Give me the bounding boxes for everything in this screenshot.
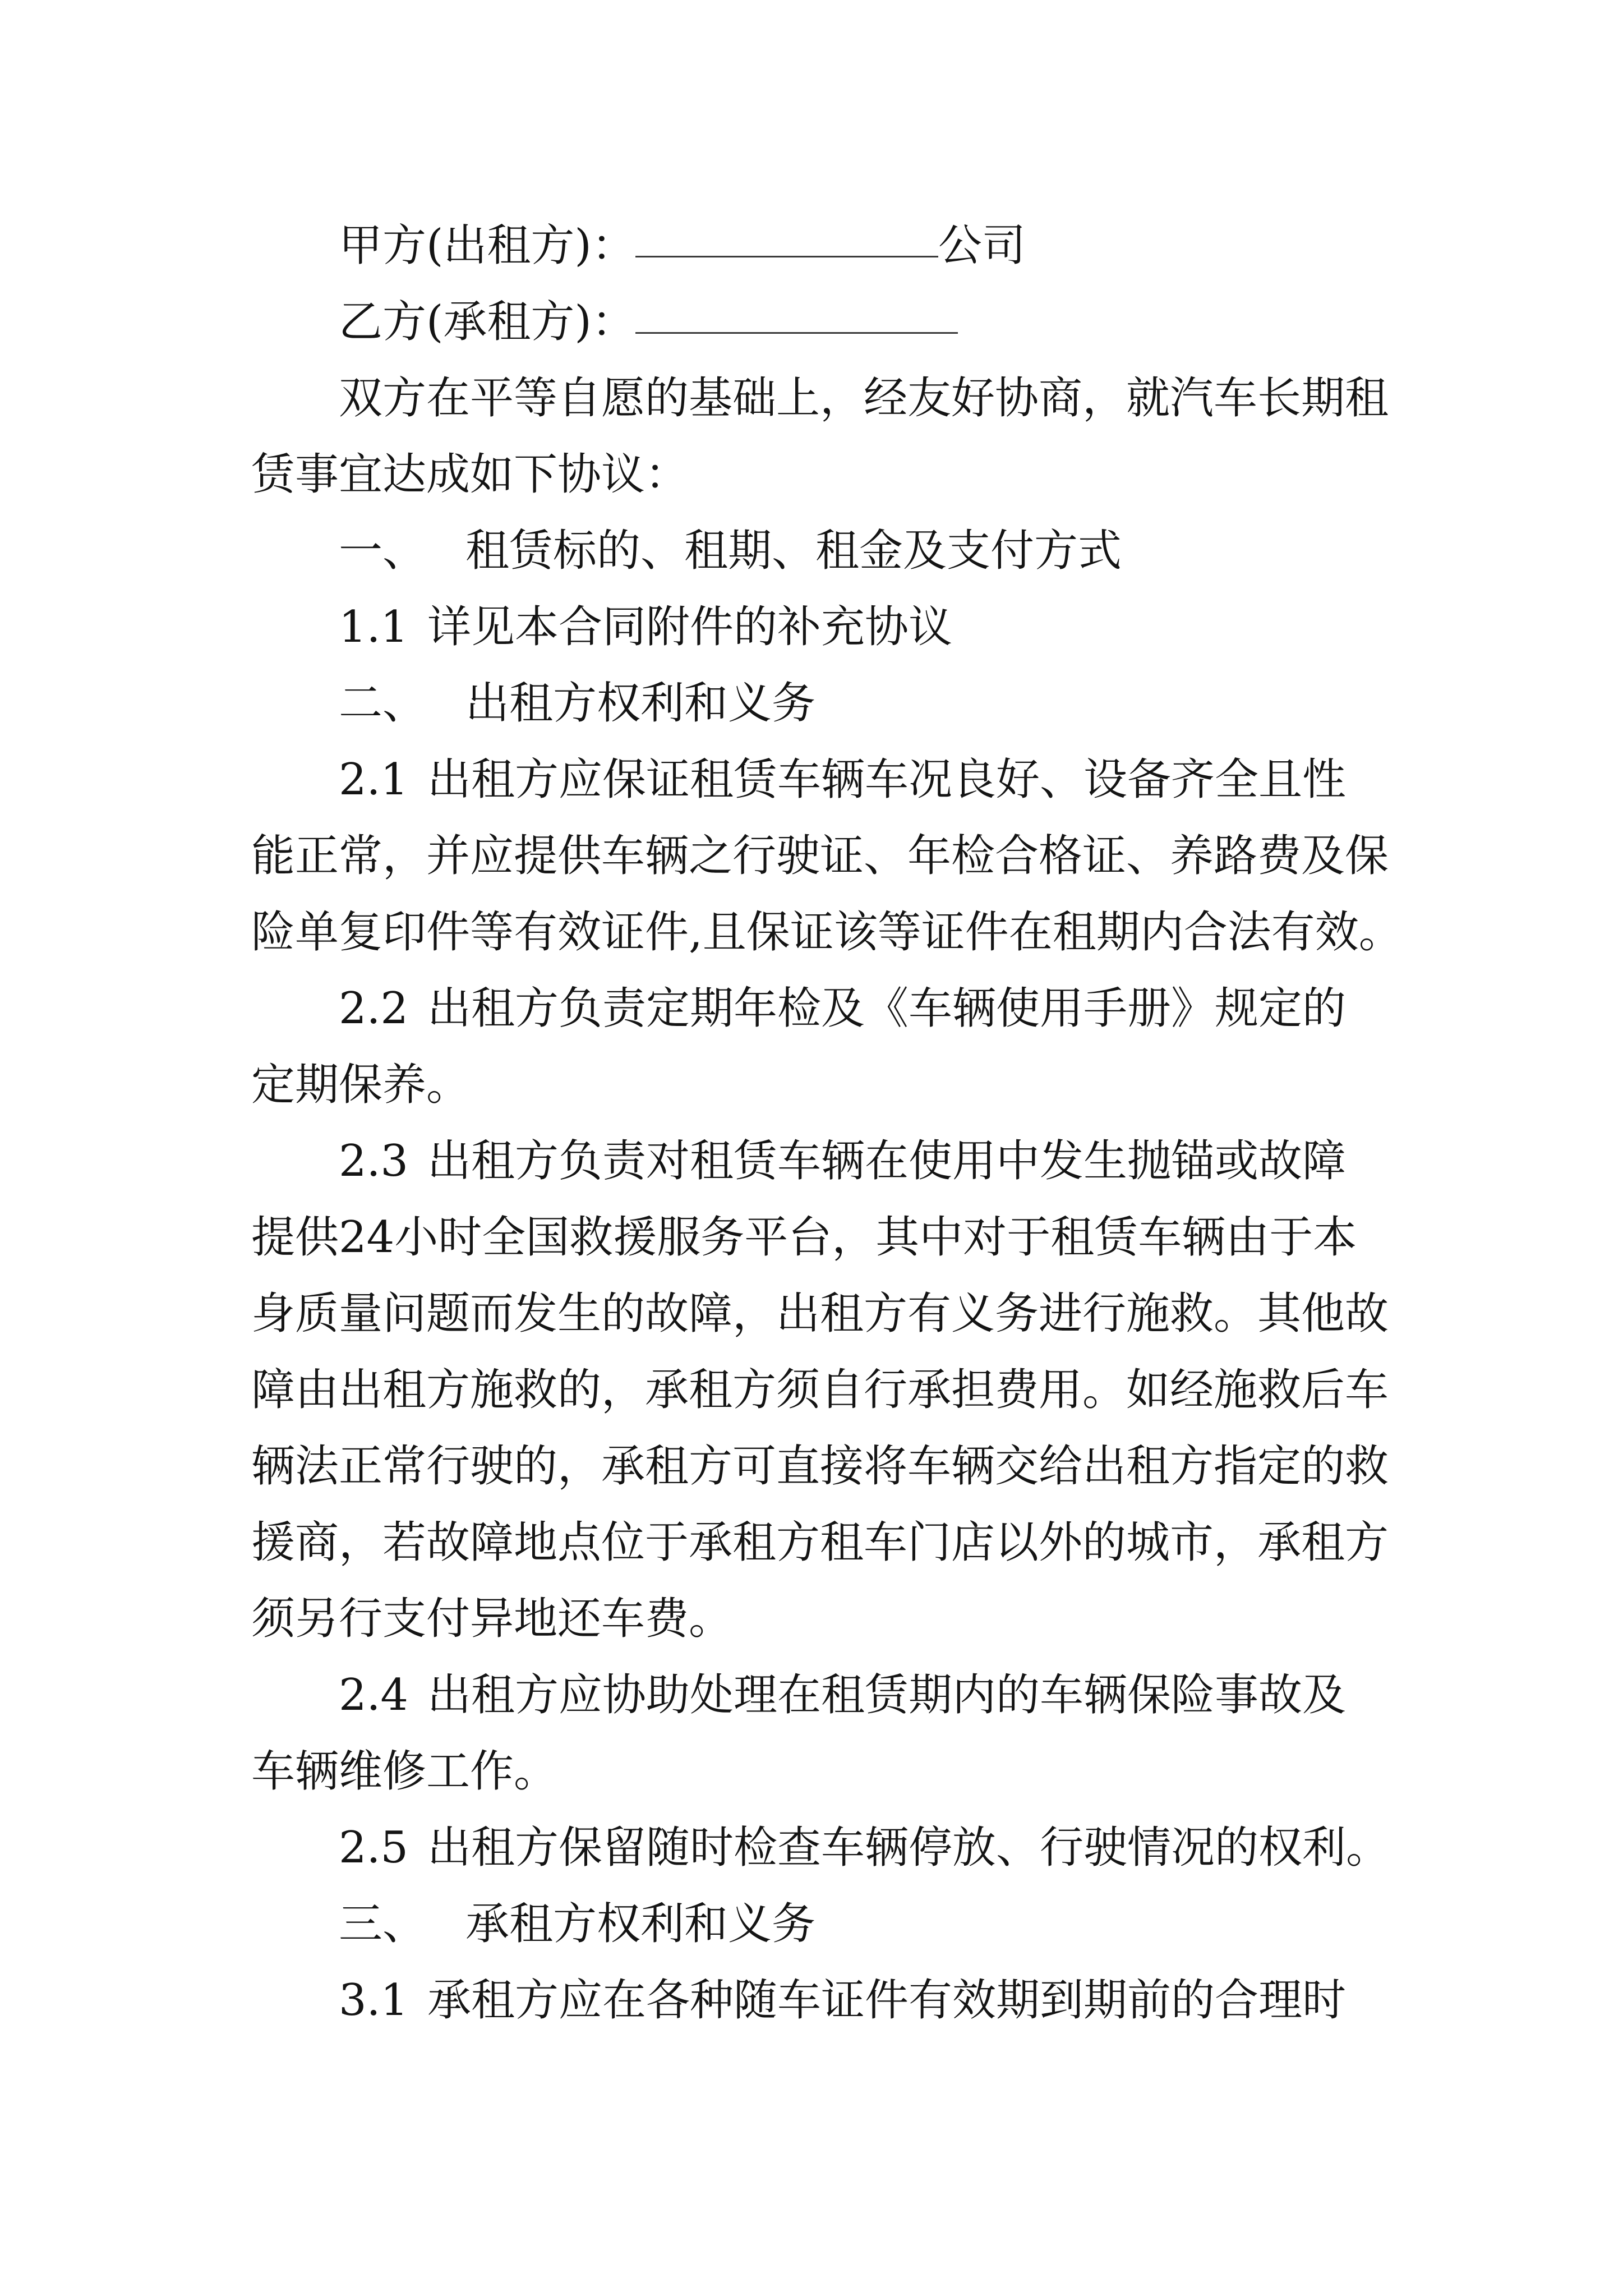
clause-number: 1.1	[339, 602, 409, 652]
clause-number: 2.5	[339, 1823, 409, 1873]
clause-number: 2.3	[339, 1136, 409, 1186]
clause-2-3-cont: 援商，若故障地点位于承租方租车门店以外的城市，承租方	[251, 1517, 1389, 1568]
clause-2-3-cont: 辆法正常行驶的，承租方可直接将车辆交给出租方指定的救	[251, 1441, 1389, 1492]
party-a-suffix: 公司	[938, 220, 1026, 271]
party-b-blank[interactable]	[635, 284, 958, 334]
section-number: 一、	[339, 526, 427, 576]
clause-2-4-cont: 车辆维修工作。	[251, 1746, 558, 1797]
party-a-line	[251, 208, 1390, 284]
clause-2-3	[251, 1123, 1390, 1199]
clause-text: 出租方负责定期年检及《车辆使用手册》规定的	[427, 983, 1347, 1034]
section-3-heading	[251, 1886, 1390, 1962]
clause-2-2	[251, 970, 1390, 1047]
clause-text: 出租方应协助处理在租赁期内的车辆保险事故及	[427, 1670, 1347, 1720]
clause-number: 2.1	[339, 754, 409, 805]
section-title: 承租方权利和义务	[465, 1899, 816, 1949]
clause-2-4	[251, 1657, 1390, 1733]
clause-2-5	[251, 1810, 1390, 1886]
clause-2-3-cont: 须另行支付异地还车费。	[251, 1594, 733, 1644]
section-title: 出租方权利和义务	[465, 678, 816, 729]
clause-1-1	[251, 589, 1390, 665]
clause-text: 出租方应保证租赁车辆车况良好、设备齐全且性	[427, 754, 1347, 805]
section-1-heading	[251, 513, 1390, 589]
intro-line-2: 赁事宜达成如下协议：	[251, 449, 689, 500]
section-number: 二、	[339, 678, 427, 729]
clause-text: 承租方应在各种随车证件有效期到期前的合理时	[427, 1975, 1347, 2026]
section-number: 三、	[339, 1899, 427, 1949]
clause-2-2-cont: 定期保养。	[251, 1060, 471, 1110]
clause-number: 3.1	[339, 1975, 409, 2026]
clause-2-3-cont: 障由出租方施救的，承租方须自行承担费用。如经施救后车	[251, 1365, 1389, 1415]
party-a-label: 甲方(出租方)：	[339, 220, 635, 271]
clause-text: 详见本合同附件的补充协议	[427, 602, 953, 652]
party-b-line	[251, 284, 1390, 360]
clause-2-1-cont: 险单复印件等有效证件,且保证该等证件在租期内合法有效。	[251, 907, 1403, 958]
clause-3-1	[251, 1962, 1390, 2039]
party-a-blank[interactable]	[635, 208, 938, 257]
clause-2-1-cont: 能正常，并应提供车辆之行驶证、年检合格证、养路费及保	[251, 831, 1389, 881]
party-b-label: 乙方(承租方)：	[339, 297, 635, 347]
clause-2-3-cont: 身质量问题而发生的故障，出租方有义务进行施救。其他故	[251, 1289, 1389, 1339]
clause-text: 出租方负责对租赁车辆在使用中发生抛锚或故障	[427, 1136, 1347, 1186]
clause-2-1	[251, 742, 1390, 818]
contract-body	[251, 208, 1403, 2039]
clause-number: 2.4	[339, 1670, 409, 1720]
clause-text: 出租方保留随时检查车辆停放、行驶情况的权利。	[427, 1823, 1390, 1873]
section-title: 租赁标的、租期、租金及支付方式	[465, 526, 1122, 576]
clause-number: 2.2	[339, 983, 409, 1034]
section-2-heading	[251, 665, 1390, 742]
clause-2-3-cont: 提供24小时全国救援服务平台，其中对于租赁车辆由于本	[251, 1212, 1357, 1263]
intro-line-1: 双方在平等自愿的基础上，经友好协商，就汽车长期租	[339, 373, 1389, 424]
